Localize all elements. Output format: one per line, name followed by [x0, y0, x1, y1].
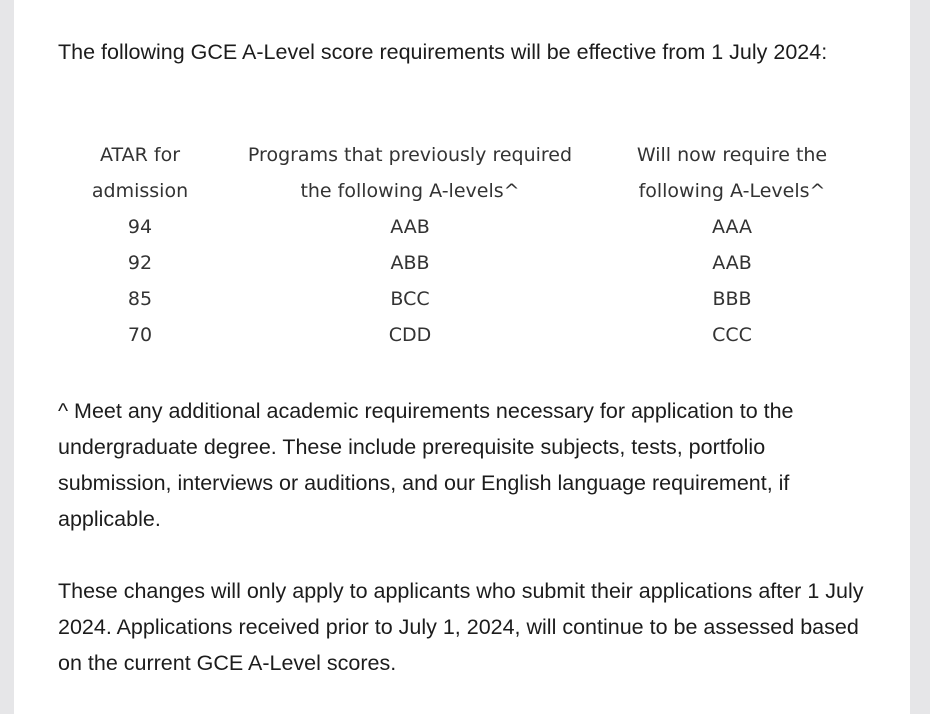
atar-cell: 85 [127, 288, 153, 310]
new-header-line-1: Will now require the [636, 144, 828, 166]
previous-requirement-column [220, 137, 600, 353]
new-cell: AAB [712, 252, 752, 274]
footnote-paragraph: ^ Meet any additional academic requirements necessary for application to the undergraduate degree. These include prerequisite subjects, tests, portfolio submission, interviews or auditions, and our English language requirement, if applicable. [58, 399, 794, 531]
new-requirement-column [612, 137, 852, 353]
previous-cell: CDD [388, 324, 432, 346]
previous-cell: AAB [390, 216, 430, 238]
atar-header-line-1: ATAR for [99, 144, 181, 166]
atar-column [80, 137, 200, 353]
previous-cell: ABB [390, 252, 430, 274]
atar-cell: 70 [127, 324, 153, 346]
new-cell: CCC [712, 324, 752, 346]
new-cell: AAA [711, 216, 753, 238]
changes-paragraph: These changes will only apply to applicants who submit their applications after 1 July 2024. Applications received prior to July 1, 2024, will continue to be assessed based on the current GCE A-Level scores. [58, 579, 864, 675]
new-cell: BBB [712, 288, 752, 310]
previous-header-line-2: the following A-levels^ [300, 180, 520, 202]
document-page [14, 0, 910, 714]
previous-header-line-1: Programs that previously required [247, 144, 573, 166]
atar-cell: 92 [127, 252, 153, 274]
atar-cell: 94 [127, 216, 153, 238]
previous-cell: BCC [390, 288, 430, 310]
new-header-line-2: following A-Levels^ [638, 180, 826, 202]
intro-paragraph: The following GCE A-Level score requirements will be effective from 1 July 2024: [58, 40, 828, 64]
atar-header-line-2: admission [91, 180, 189, 202]
